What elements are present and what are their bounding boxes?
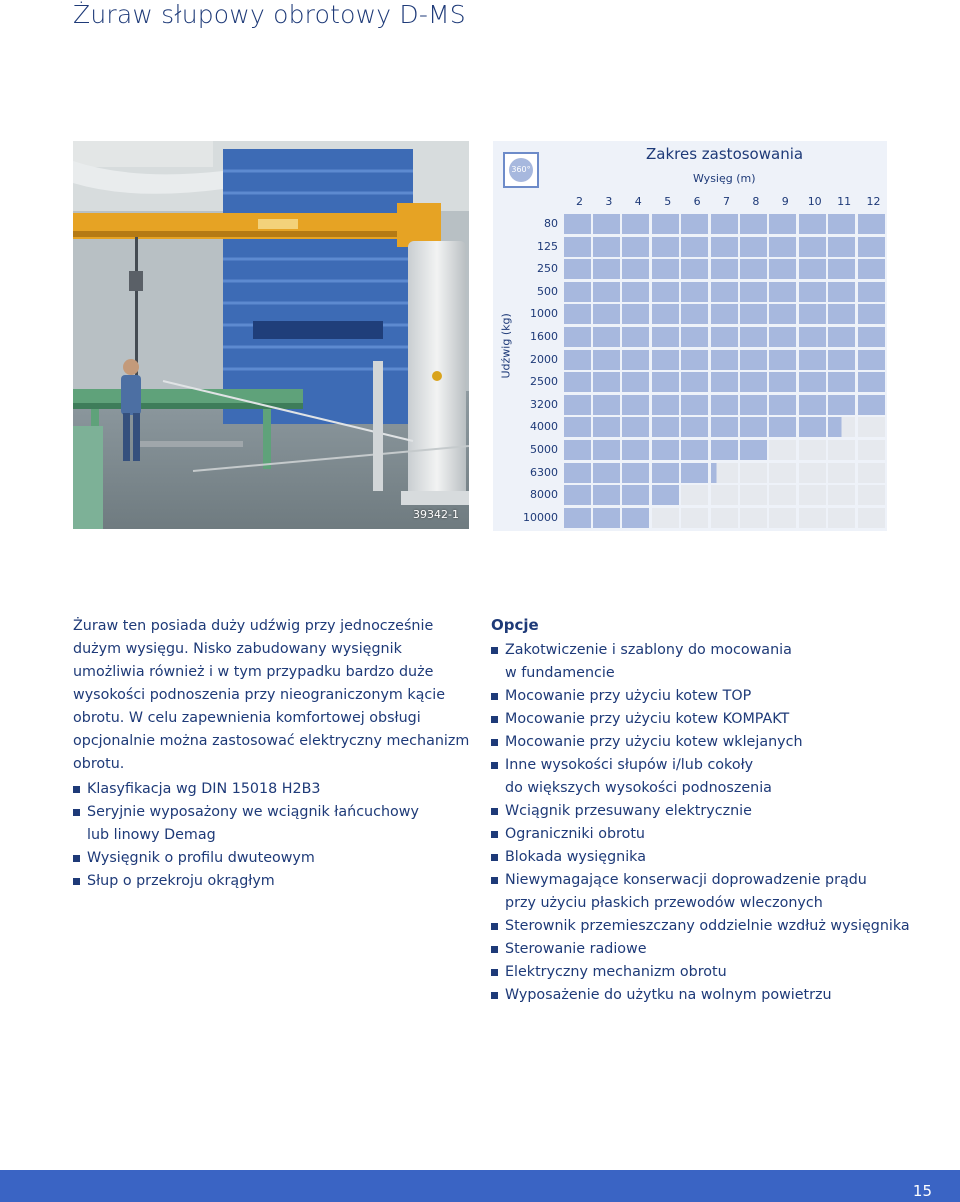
x-tick-label: 10	[807, 195, 822, 208]
range-cell	[828, 350, 855, 370]
range-cell	[740, 237, 767, 257]
range-cell	[858, 259, 885, 279]
range-cell	[711, 304, 738, 324]
range-cell	[593, 237, 620, 257]
y-tick-label: 5000	[530, 443, 558, 456]
x-tick-label: 9	[781, 195, 789, 208]
range-cell	[593, 372, 620, 392]
y-tick-label: 1000	[530, 307, 558, 321]
range-cell	[740, 214, 767, 234]
range-cell	[769, 282, 796, 302]
range-cell	[681, 214, 708, 234]
y-tick-label: 4000	[530, 420, 558, 434]
range-cell	[769, 372, 796, 392]
range-cell	[740, 440, 767, 460]
y-tick-label: 6300	[530, 465, 558, 479]
range-cell	[622, 327, 649, 347]
x-tick-label: 8	[752, 195, 760, 208]
range-cell	[681, 350, 708, 370]
rotation-360-icon	[503, 152, 539, 188]
option-item: Wyposażenie do użytku na wolnym powietrzu	[491, 984, 931, 1007]
range-cell	[799, 259, 826, 279]
range-cell	[593, 395, 620, 415]
range-cell	[652, 259, 679, 279]
range-cell	[740, 327, 767, 347]
range-cell	[799, 304, 826, 324]
option-item	[491, 754, 931, 800]
range-cell	[593, 259, 620, 279]
range-cell	[769, 417, 796, 437]
y-axis-label: Udźwig (kg)	[499, 313, 513, 379]
option-item: Mocowanie przy użyciu kotew wklejanych	[491, 731, 931, 754]
range-cell	[564, 463, 591, 483]
range-cell	[799, 214, 826, 234]
range-cell	[799, 350, 826, 370]
range-cell	[652, 282, 679, 302]
range-cell	[828, 282, 855, 302]
option-item-text: Niewymagające konserwacji doprowadzenie prądu	[505, 872, 867, 888]
y-tick-label: 2000	[530, 352, 558, 366]
range-cell	[681, 395, 708, 415]
y-tick-label: 8000	[530, 488, 558, 502]
range-cell	[828, 463, 855, 483]
x-tick-label: 5	[664, 195, 672, 208]
range-cell	[769, 350, 796, 370]
range-cell	[769, 214, 796, 234]
range-cell	[711, 327, 738, 347]
range-cell	[681, 304, 708, 324]
range-cell	[711, 508, 738, 528]
range-cell	[799, 485, 826, 505]
range-cell	[593, 485, 620, 505]
range-cell	[858, 372, 885, 392]
range-cell	[799, 508, 826, 528]
feature-item: Klasyfikacja wg DIN 15018 H2B3	[73, 778, 473, 801]
range-cell	[622, 350, 649, 370]
option-item-continuation: przy użyciu płaskich przewodów wleczonych	[505, 895, 823, 911]
y-tick-label: 1600	[530, 330, 558, 343]
x-tick-label: 12	[866, 195, 881, 208]
range-cell	[564, 350, 591, 370]
crane-photo	[73, 141, 469, 529]
range-cell	[564, 282, 591, 302]
range-cell	[622, 463, 649, 483]
range-cell	[564, 259, 591, 279]
range-cell	[769, 327, 796, 347]
range-cell	[652, 350, 679, 370]
range-cell	[711, 440, 738, 460]
range-cell	[740, 372, 767, 392]
option-item: Sterownik przemieszczany oddzielnie wzdłuż wysięgnika	[491, 915, 931, 938]
range-cell	[564, 395, 591, 415]
range-cell	[622, 372, 649, 392]
range-cell	[799, 395, 826, 415]
x-axis-label: Wysięg (m)	[693, 172, 756, 185]
range-cell	[593, 327, 620, 347]
range-cell	[652, 237, 679, 257]
range-cell	[622, 282, 649, 302]
option-item: Ograniczniki obrotu	[491, 823, 931, 846]
range-cell	[769, 259, 796, 279]
range-cell	[799, 440, 826, 460]
range-cell	[711, 372, 738, 392]
range-cell	[622, 417, 649, 437]
range-cell	[711, 237, 738, 257]
crane-photo-illustration	[73, 141, 469, 529]
range-cell	[740, 282, 767, 302]
option-item-text: Zakotwiczenie i szablony do mocowania	[505, 642, 792, 658]
range-cell	[858, 440, 885, 460]
option-item: Sterowanie radiowe	[491, 938, 931, 961]
range-cell	[593, 214, 620, 234]
option-item-continuation: do większych wysokości podnoszenia	[505, 780, 772, 796]
photo-id-label: 39342-1	[413, 508, 459, 521]
range-cell	[828, 327, 855, 347]
range-cell	[711, 485, 738, 505]
range-cell	[769, 508, 796, 528]
range-cell	[681, 282, 708, 302]
range-cell	[711, 350, 738, 370]
range-cell	[858, 304, 885, 324]
x-tick-label: 4	[634, 195, 642, 208]
range-cell	[769, 395, 796, 415]
range-cell	[740, 395, 767, 415]
feature-item: Słup o przekroju okrągłym	[73, 870, 473, 893]
range-cell	[681, 259, 708, 279]
range-cell	[769, 463, 796, 483]
range-cell	[593, 463, 620, 483]
range-cell	[681, 463, 708, 483]
range-cell	[740, 304, 767, 324]
range-cell	[711, 282, 738, 302]
y-tick-label: 125	[537, 239, 558, 253]
range-cell	[828, 304, 855, 324]
option-item-continuation: w fundamencie	[505, 665, 615, 681]
range-cell	[711, 417, 738, 437]
range-cell	[593, 417, 620, 437]
range-cell	[799, 417, 826, 437]
range-cell	[711, 395, 738, 415]
range-cell	[564, 237, 591, 257]
range-cell	[564, 485, 591, 505]
range-cell	[858, 327, 885, 347]
options-list	[491, 639, 931, 1007]
y-tick-label: 250	[537, 262, 558, 276]
range-cell	[740, 259, 767, 279]
x-tick-label: 6	[693, 195, 701, 208]
range-cell	[564, 508, 591, 528]
range-cell	[564, 372, 591, 392]
option-item: Mocowanie przy użyciu kotew KOMPAKT	[491, 708, 931, 731]
x-tick-label: 2	[576, 195, 583, 208]
range-cell	[828, 485, 855, 505]
range-cell	[740, 508, 767, 528]
range-cell	[652, 417, 679, 437]
range-cell	[711, 214, 738, 234]
range-cell	[622, 237, 649, 257]
range-cell	[799, 282, 826, 302]
feature-item-continuation: lub linowy Demag	[87, 827, 216, 843]
y-tick-label: 3200	[530, 397, 558, 411]
intro-paragraph: Żuraw ten posiada duży udźwig przy jednocześnie dużym wysięgu. Nisko zabudowany wysięgnik umożliwia również i w tym przypadku bardzo duże wysokości podnoszenia przy nieograniczonym kącie obrotu. W celu zapewnienia komfortowej obsługi opcjonalnie można zastosować elektryczny mechanizm obrotu.	[73, 618, 470, 772]
range-cell	[681, 327, 708, 347]
range-cell	[681, 237, 708, 257]
range-cell	[769, 440, 796, 460]
option-item	[491, 639, 931, 685]
range-cell	[652, 463, 679, 483]
option-item: Mocowanie przy użyciu kotew TOP	[491, 685, 931, 708]
option-item: Blokada wysięgnika	[491, 846, 931, 869]
range-cell	[681, 417, 708, 437]
range-cell	[681, 440, 708, 460]
range-cell	[622, 485, 649, 505]
range-cell	[858, 350, 885, 370]
range-cell	[799, 237, 826, 257]
x-tick-label: 7	[723, 195, 730, 208]
range-cell	[652, 395, 679, 415]
range-cell	[858, 463, 885, 483]
option-item-text: Inne wysokości słupów i/lub cokoły	[505, 757, 754, 773]
range-cell	[769, 304, 796, 324]
feature-item	[73, 801, 473, 847]
footer-bar	[0, 1170, 960, 1202]
y-tick-label: 2500	[530, 375, 558, 389]
range-cell	[740, 463, 767, 483]
range-cell	[652, 440, 679, 460]
range-cell	[622, 508, 649, 528]
page-number: 15	[912, 1182, 932, 1200]
range-cell	[593, 508, 620, 528]
page-title: Żuraw słupowy obrotowy D-MS	[73, 0, 466, 29]
range-cell	[564, 417, 591, 437]
range-cell	[564, 327, 591, 347]
chart-title: Zakres zastosowania	[646, 145, 804, 163]
range-cell	[681, 508, 708, 528]
range-cell	[564, 304, 591, 324]
range-cell	[828, 440, 855, 460]
range-cell	[858, 485, 885, 505]
range-cell	[711, 463, 738, 483]
range-cell	[828, 395, 855, 415]
range-cell	[740, 417, 767, 437]
range-cell	[622, 440, 649, 460]
range-cell	[622, 259, 649, 279]
range-cell	[593, 350, 620, 370]
x-tick-label: 3	[605, 195, 613, 208]
range-cell	[593, 440, 620, 460]
range-cell	[652, 327, 679, 347]
range-cell	[652, 508, 679, 528]
rotation-badge-text: 360°	[509, 158, 533, 182]
range-cell	[564, 440, 591, 460]
range-cell	[652, 214, 679, 234]
option-item: Elektryczny mechanizm obrotu	[491, 961, 931, 984]
range-cell	[740, 350, 767, 370]
range-cell	[858, 417, 885, 437]
y-tick-label: 500	[537, 284, 558, 298]
range-cell	[769, 237, 796, 257]
range-cell	[828, 214, 855, 234]
y-tick-label: 80	[544, 217, 558, 230]
range-cell	[681, 485, 708, 505]
range-cell	[622, 214, 649, 234]
features-list	[73, 778, 473, 893]
range-cell	[652, 485, 679, 505]
option-item	[491, 869, 931, 915]
range-cell	[622, 304, 649, 324]
feature-item: Wysięgnik o profilu dwuteowym	[73, 847, 473, 870]
range-cell	[858, 282, 885, 302]
options-heading: Opcje	[491, 616, 539, 634]
range-cell	[799, 463, 826, 483]
range-cell	[828, 372, 855, 392]
range-cell	[681, 372, 708, 392]
application-range-chart	[493, 141, 887, 531]
range-cell	[622, 395, 649, 415]
range-cell	[858, 237, 885, 257]
option-item: Wciągnik przesuwany elektrycznie	[491, 800, 931, 823]
range-cell	[652, 304, 679, 324]
range-cell	[828, 259, 855, 279]
range-cell	[799, 327, 826, 347]
range-cell	[769, 485, 796, 505]
range-cell	[858, 395, 885, 415]
range-cell	[593, 304, 620, 324]
range-cell	[828, 237, 855, 257]
range-cell	[564, 214, 591, 234]
x-tick-label: 11	[837, 195, 852, 208]
range-cell	[799, 372, 826, 392]
range-cell	[828, 417, 855, 437]
range-cell	[858, 214, 885, 234]
y-tick-label: 10000	[523, 510, 558, 524]
range-cell	[711, 259, 738, 279]
range-cell	[858, 508, 885, 528]
range-cell	[593, 282, 620, 302]
range-cell	[740, 485, 767, 505]
range-cell	[828, 508, 855, 528]
range-cell	[652, 372, 679, 392]
feature-item-text: Seryjnie wyposażony we wciągnik łańcuchowy	[87, 804, 419, 820]
